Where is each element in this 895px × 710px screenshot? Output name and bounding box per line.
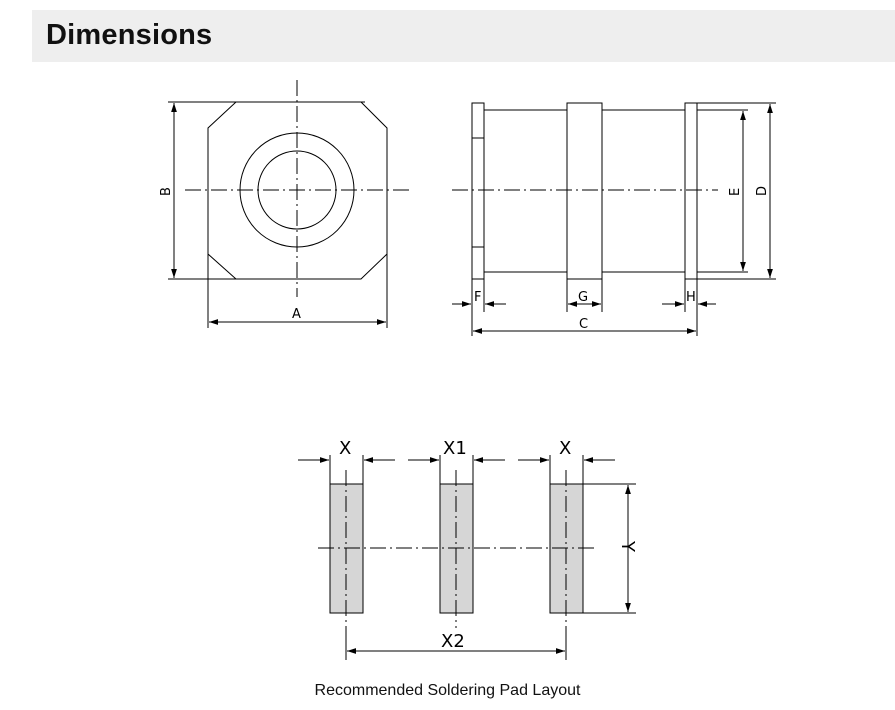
label-X-right: X	[559, 438, 572, 459]
label-C: C	[579, 317, 589, 332]
label-F: F	[474, 290, 482, 305]
label-X2: X2	[441, 631, 465, 652]
side-view	[452, 103, 776, 336]
pad-layout-caption: Recommended Soldering Pad Layout	[314, 682, 581, 699]
side-right-flange	[685, 103, 697, 279]
side-middle-flange	[567, 103, 602, 279]
label-D: D	[755, 185, 770, 196]
label-Y: Y	[617, 541, 638, 552]
label-X1: X1	[443, 438, 467, 459]
label-G: G	[578, 290, 589, 305]
label-E: E	[728, 187, 743, 196]
section-title: Dimensions	[46, 19, 213, 51]
label-A: A	[292, 307, 301, 322]
side-left-flange	[472, 103, 484, 279]
pad-layout	[298, 455, 636, 660]
front-view	[168, 80, 410, 328]
label-B: B	[159, 187, 174, 196]
label-X-left: X	[339, 438, 352, 459]
label-H: H	[686, 290, 696, 305]
